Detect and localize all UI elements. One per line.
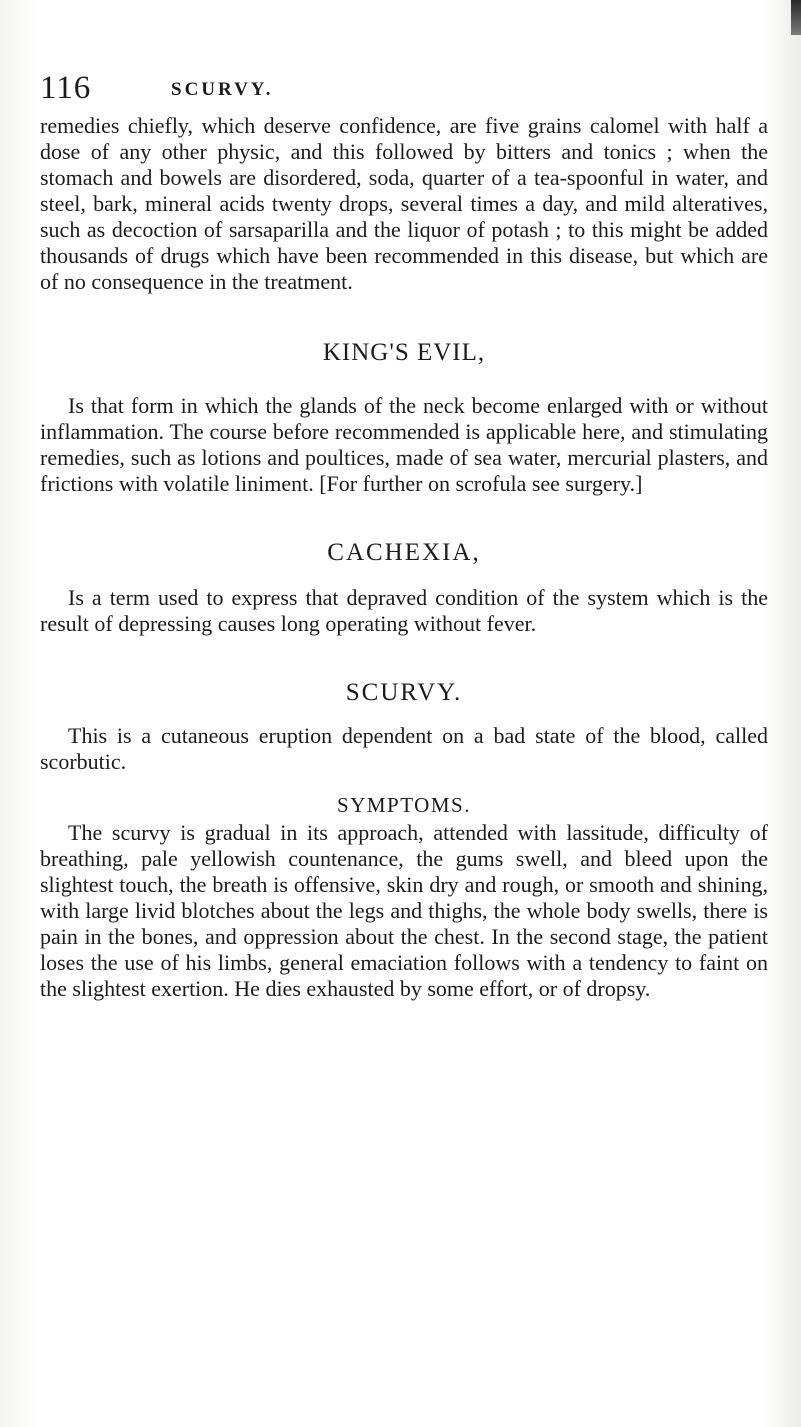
- page-body: [40, 113, 768, 1002]
- page-header: [40, 70, 780, 110]
- paragraph-intro: remedies chiefly, which deserve confidence, are five grains calomel with half a dose of any other physic, and this followed by bitters and tonics ; when the stomach and bowels are disordered, soda, quarter of a tea-spoonful in water, and steel, bark, mineral acids twenty drops, several times a day, and mild alteratives, such as decoction of sarsaparilla and the liquor of potash ; to this might be added thousands of drugs which have been recommended in this disease, but which are of no consequence in the treatment.: [40, 113, 768, 294]
- paragraph-scurvy: This is a cutaneous eruption dependent on a bad state of the blood, called scorbutic.: [40, 723, 768, 774]
- paragraph-kings-evil: Is that form in which the glands of the neck become enlarged with or without inflammation. The course before recommended is applicable here, and stimulating remedies, such as lotions and poultices, made of sea water, mercurial plasters, and frictions with volatile liniment. [For further on scrofula see surgery.]: [40, 393, 768, 496]
- running-head: SCURVY.: [171, 79, 274, 100]
- heading-scurvy: SCURVY.: [345, 679, 463, 706]
- page-number: 116: [40, 70, 92, 106]
- heading-cachexia: CACHEXIA,: [327, 539, 481, 566]
- heading-symptoms: SYMPTOMS.: [337, 793, 471, 817]
- page-edge-mark: [791, 0, 801, 35]
- paragraph-cachexia: Is a term used to express that depraved condition of the system which is the result of depressing causes long operating without fever.: [40, 585, 768, 636]
- paragraph-symptoms: The scurvy is gradual in its approach, attended with lassitude, difficulty of breathing, pale yellowish countenance, the gums swell, and bleed upon the slightest touch, the breath is offensive, skin dry and rough, or smooth and shining, with large livid blotches about the legs and thighs, the whole body swells, there is pain in the bones, and oppression about the chest. In the second stage, the patient loses the use of his limbs, general emaciation follows with a tendency to faint on the slightest exertion. He dies exhausted by some effort, or of dropsy.: [40, 820, 768, 1001]
- heading-kings-evil: KING'S EVIL,: [322, 339, 486, 366]
